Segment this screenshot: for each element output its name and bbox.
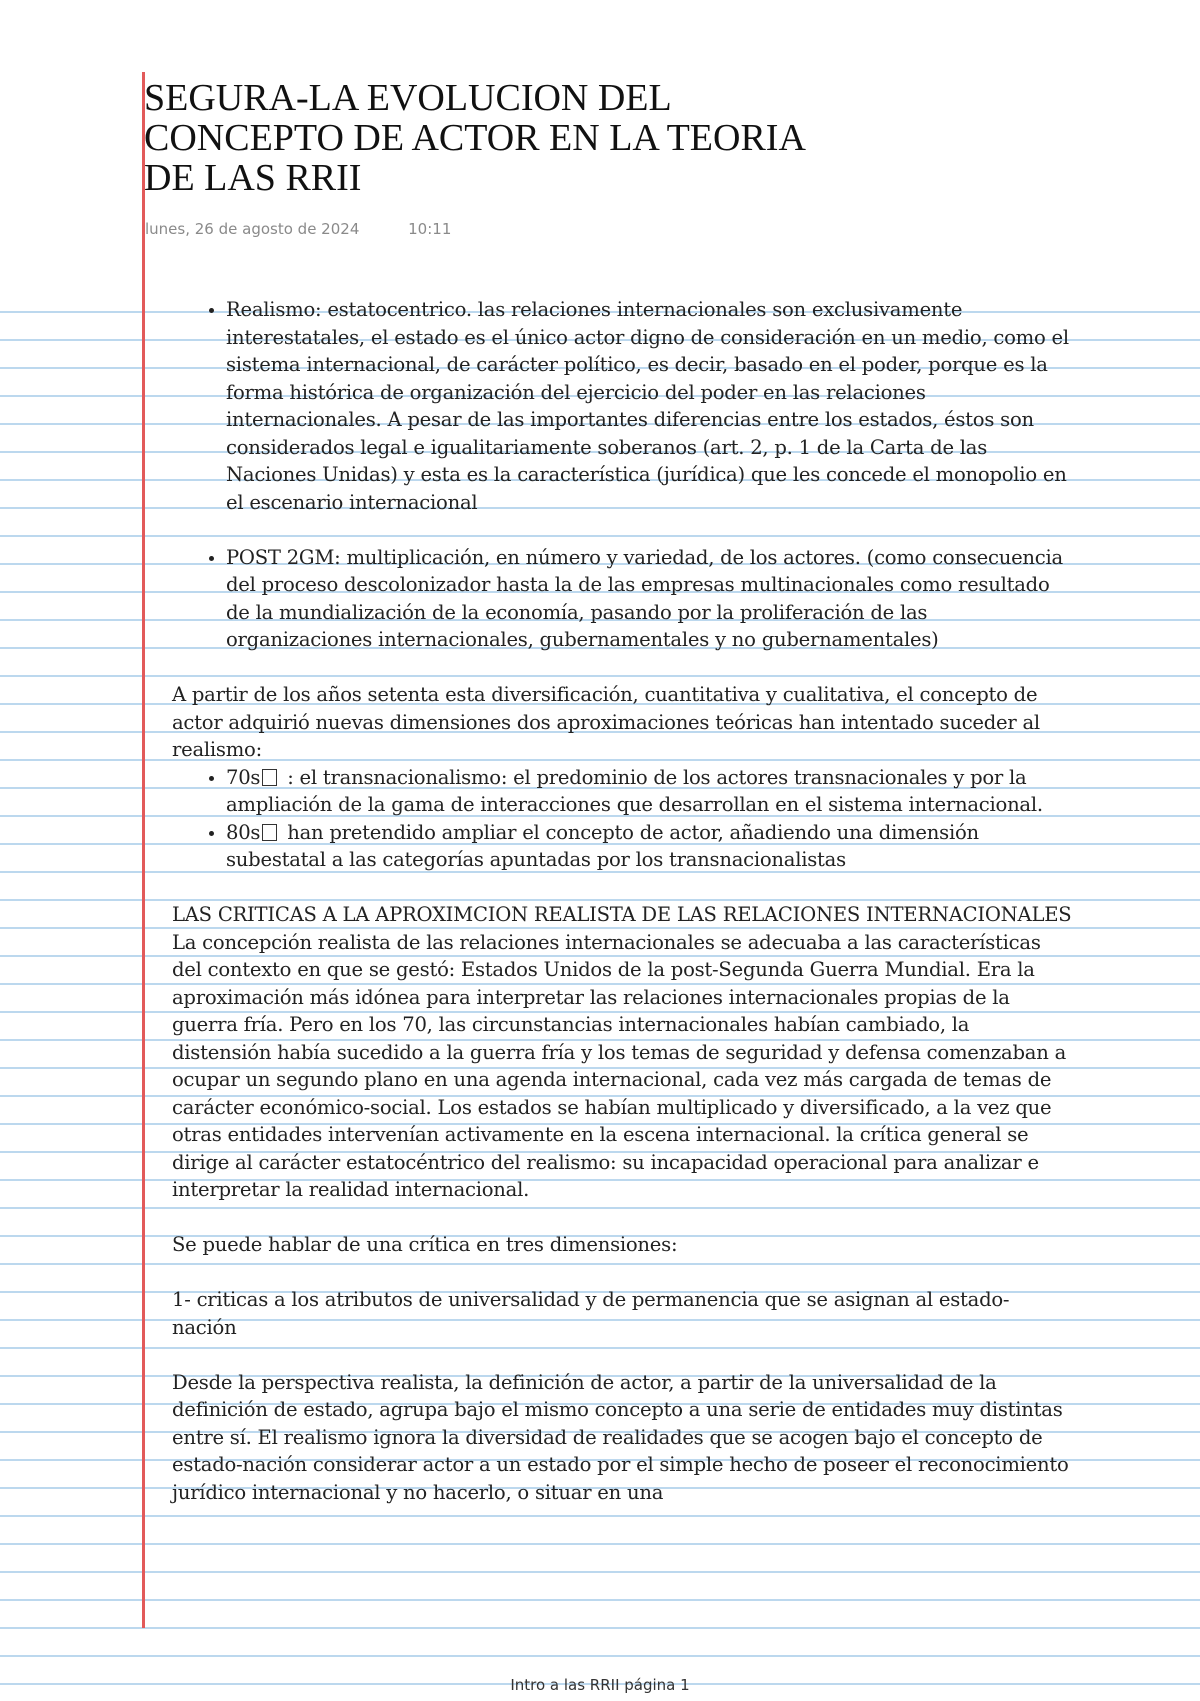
spacer (172, 1259, 1072, 1287)
title-block (144, 78, 1044, 198)
note-content (172, 296, 1072, 1506)
page-metadata (145, 220, 451, 238)
margin-line (142, 72, 145, 1628)
spacer (172, 1341, 1072, 1369)
bullet-list (172, 544, 1072, 654)
list-item: • Realismo: estatocentrico. las relaciones internacionales son exclusivamente interestatales, el estado es el único actor digno de consideración en un medio, como el sistema internacional, de carácter político, es decir, basado en el poder, porque es la forma histórica de organización del ejercicio del poder en las relaciones internacionales. A pesar de las importantes diferencias entre los estados, éstos son considerados legal e igualitariamente soberanos (art. 2, p. 1 de la Carta de las Naciones Unidas) y esta es la característica (jurídica) que les concede el monopolio en el escenario internacional (226, 296, 1072, 516)
list-item-lead: 80s (226, 820, 261, 844)
list-item (226, 819, 1072, 874)
paragraph: La concepción realista de las relaciones internacionales se adecuaba a las características del contexto en que se gestó: Estados Unidos de la post-Segunda Guerra Mundial. Era la aproximación más idónea para interpretar las relaciones internacionales propias de la guerra fría. Pero en los 70, las circunstancias internacionales habían cambiado, la distensión había sucedido a la guerra fría y los temas de seguridad y defensa comenzaban a ocupar un segundo plano en una agenda internacional, cada vez más cargada de temas de carácter económico-social. Los estados se habían multiplicado y diversificado, a la vez que otras entidades intervenían activamente en la escena internacional. la crítica general se dirige al carácter estatocéntrico del realismo: su incapacidad operacional para analizar e interpretar la realidad internacional. (172, 930, 1066, 1201)
list-item (226, 764, 1072, 819)
page-title-line: DE LAS RRII (144, 157, 362, 199)
spacer (172, 1204, 1072, 1232)
list-item-lead: 70s (226, 765, 261, 789)
page-title (144, 78, 1044, 198)
list-item-text: : el transnacionalismo: el predominio de los actores transnacionales y por la ampliación de la gama de interacciones que desarrollan en el sistema internacional. (226, 765, 1043, 816)
page-title-line: SEGURA-LA EVOLUCION DEL (144, 77, 672, 119)
page-title-line: CONCEPTO DE ACTOR EN LA TEORIA (144, 117, 806, 159)
bullet-list (172, 296, 1072, 516)
spacer (172, 654, 1072, 682)
page-date: lunes, 26 de agosto de 2024 (145, 220, 360, 238)
list-item-text: han pretendido ampliar el concepto de actor, añadiendo una dimensión subestatal a las categorías apuntadas por los transnacionalistas (226, 820, 979, 871)
spacer (172, 874, 1072, 902)
bullet-list (172, 764, 1072, 874)
paragraph: A partir de los años setenta esta diversificación, cuantitativa y cualitativa, el concepto de actor adquirió nuevas dimensiones dos aproximaciones teóricas han intentado suceder al realismo: (172, 683, 1040, 761)
paragraph: Desde la perspectiva realista, la definición de actor, a partir de la universalidad de la definición de estado, agrupa bajo el mismo concepto a una serie de entidades muy distintas entre sí. El realismo ignora la diversidad de realidades que se acogen bajo el concepto de estado-nación considerar actor a un estado por el simple hecho de poseer el reconocimiento jurídico internacional y no hacerlo, o situar en una (172, 1370, 1069, 1504)
section-heading: LAS CRITICAS A LA APROXIMCION REALISTA DE LAS RELACIONES INTERNACIONALES (172, 903, 1072, 926)
page-footer: Intro a las RRII página 1 (510, 1676, 690, 1694)
arrow-glyph-icon (262, 824, 277, 841)
spacer (172, 516, 1072, 544)
paragraph: Se puede hablar de una crítica en tres dimensiones: (172, 1233, 678, 1256)
page-time: 10:11 (408, 220, 452, 238)
arrow-glyph-icon (262, 769, 277, 786)
paragraph: 1- criticas a los atributos de universalidad y de permanencia que se asignan al estado-nación (172, 1288, 1010, 1339)
list-item: • POST 2GM: multiplicación, en número y variedad, de los actores. (como consecuencia del proceso descolonizador hasta la de las empresas multinacionales como resultado de la mundialización de la economía, pasando por la proliferación de las organizaciones internacionales, gubernamentales y no gubernamentales) (226, 544, 1072, 654)
